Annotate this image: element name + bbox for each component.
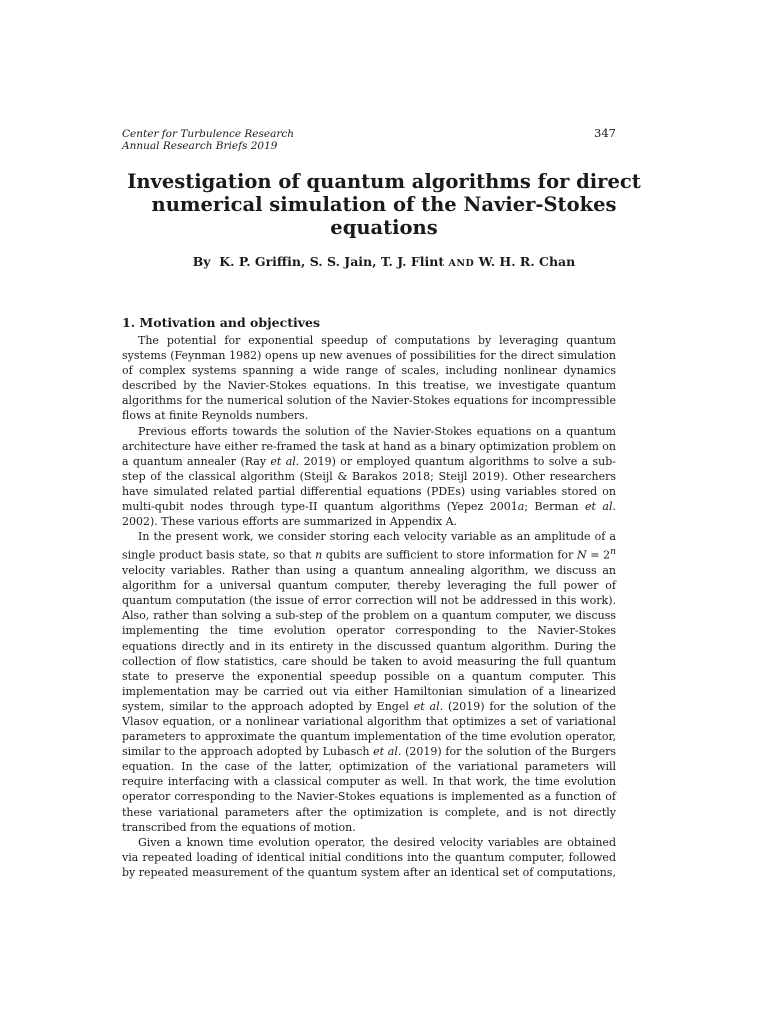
text-run: Given a known time evolution operator, the desired velocity variables are obtained via repeated loading of identical initial conditions into the quantum computer, followed by repeated measurement of the quantum system after an identical set of computations,: [122, 835, 616, 879]
author-line: [120, 254, 648, 269]
body-paragraph: [122, 835, 616, 880]
text-run: et al.: [413, 699, 444, 713]
body-paragraph: [122, 333, 616, 424]
text-run: a: [517, 500, 525, 514]
author-conjunction: AND: [448, 258, 475, 269]
section-body: [122, 333, 616, 880]
text-run: et al.: [270, 454, 300, 468]
text-run: ; Berman: [524, 500, 585, 514]
section-heading: 1. Motivation and objectives: [122, 315, 320, 330]
text-run: The potential for exponential speedup of computations by leveraging quantum systems (Feynman 1982) opens up new avenues of possibilities for the direct simulation of complex systems spanning a wide range of scales, including nonlinear dynamics described by the Navier-Stokes equations. In this treatise, we investigate quantum algorithms for the numerical solution of the Navier-Stokes equations for incompressible flows at finite Reynolds numbers.: [122, 334, 616, 423]
text-run: 2002). These various efforts are summarized in Appendix A.: [122, 515, 458, 529]
text-run: qubits are sufficient to store information for: [322, 548, 577, 562]
page-number: 347: [594, 126, 616, 140]
running-header: [122, 128, 294, 152]
text-run: (2019) for the solution of the Burgers equation. In the case of the latter, optimization of the variational parameters will require interfacing with a classical computer as well. In that work, the time evolution operator corresponding to the Navier-Stokes equations is implemented as a function of these variational parameters after the optimization is complete, and is not directly transcribed from the equations of motion.: [122, 745, 617, 834]
paper-title: Investigation of quantum algorithms for direct numerical simulation of the Navier-Stokes equations: [127, 170, 641, 239]
text-run: et al.: [584, 500, 617, 514]
text-run: n: [610, 546, 616, 558]
by-label: By: [192, 254, 211, 269]
text-run: = 2: [586, 548, 611, 562]
text-run: n: [315, 548, 323, 562]
author-names-last: W. H. R. Chan: [478, 254, 576, 269]
journal-issue: Annual Research Briefs 2019: [122, 140, 278, 152]
text-run: N: [576, 548, 587, 562]
body-paragraph: [122, 424, 616, 530]
text-run: In the present work, we consider storing each velocity variable as an amplitude of a single product basis state, so that: [122, 530, 616, 562]
text-run: velocity variables. Rather than using a quantum annealing algorithm, we discuss an algorithm for a universal quantum computer, thereby leveraging the full power of quantum computation (the issue of error correction will not be addressed in this work). Also, rather than solving a sub-step of the problem on a quantum computer, we discuss implementing the time evolution operator corresponding to the Navier-Stokes equations directly and in its entirety in the discussed quantum algorithm. During the collection of flow statistics, care should be taken to avoid measuring the full quantum state to preserve the exponential speedup possible on a quantum computer. This implementation may be carried out via either Hamiltonian simulation of a linearized system, similar to the approach adopted by Engel: [122, 564, 616, 713]
author-names-first: K. P. Griffin, S. S. Jain, T. J. Flint: [219, 254, 445, 269]
journal-name: Center for Turbulence Research: [122, 128, 295, 140]
text-run: 2019) or employed quantum algorithms to solve a sub-step of the classical algorithm (Steijl & Barakos 2018; Steijl 2019). Other researchers have simulated related partial differential equations (PDEs) using variables stored on multi-qubit nodes through type-II quantum algorithms (Yepez 2001: [122, 454, 616, 514]
body-paragraph: [122, 529, 616, 835]
text-run: Previous efforts towards the solution of the Navier-Stokes equations on a quantum architecture have either re-framed the task at hand as a binary optimization problem on a quantum annealer (Ray: [122, 424, 616, 468]
text-run: et al.: [373, 745, 402, 759]
text-run: (2019) for the solution of the Vlasov equation, or a nonlinear variational algorithm that optimizes a set of variational parameters to approximate the quantum implementation of the time evolution operator, similar to the approach adopted by Lubasch: [122, 699, 617, 759]
